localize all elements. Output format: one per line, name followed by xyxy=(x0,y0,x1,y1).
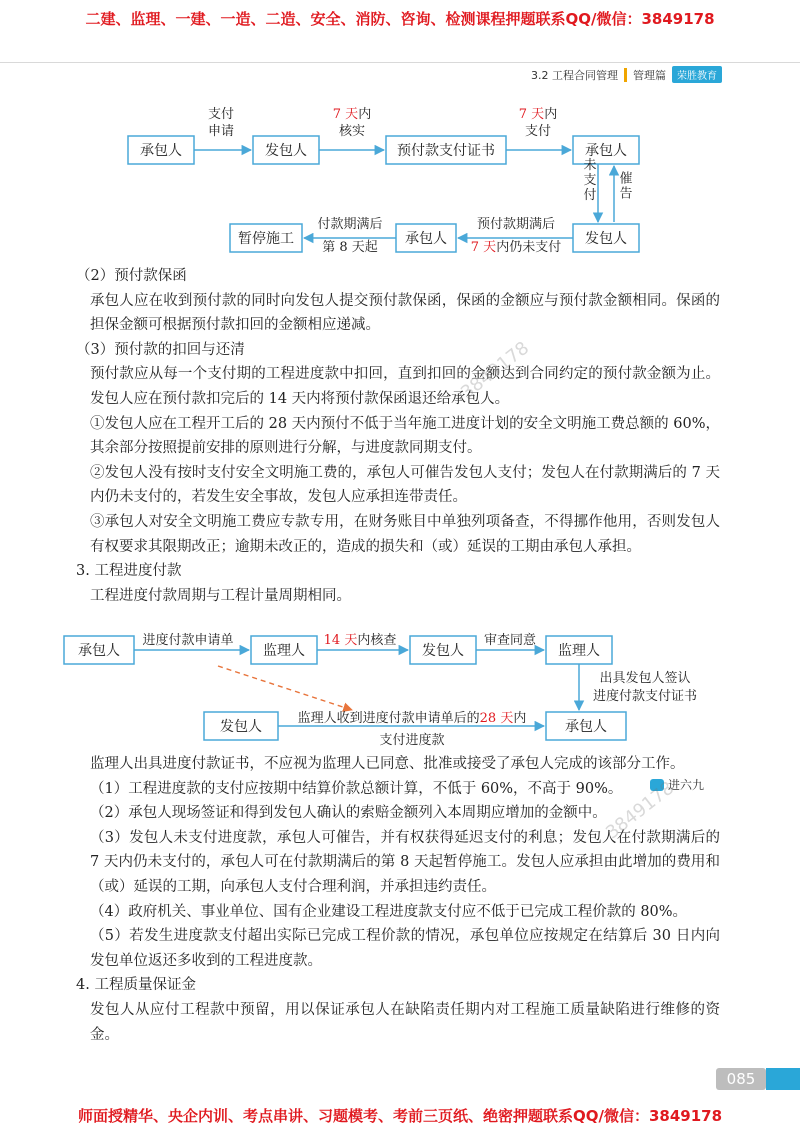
d1-label-suspend-1: 付款期满后 xyxy=(317,217,383,232)
section-title: 管理篇 xyxy=(633,68,666,82)
bottom-promo-banner: 师面授精华、央企内训、考点串讲、习题模考、考前三页纸、绝密押题联系QQ/微信：3849178 xyxy=(77,1107,723,1125)
d1-box-contractor-2-label: 承包人 xyxy=(585,143,627,159)
paragraph-progress-period: 工程进度付款周期与工程计量周期相同。 xyxy=(90,587,351,604)
d1-box-employer-2-label: 发包人 xyxy=(585,231,627,247)
d1-box-contractor-3-label: 承包人 xyxy=(405,231,447,247)
heading-guarantee: （2）预付款保函 xyxy=(76,268,187,284)
paragraph-deduction: 预付款应从每一个支付期的工程进度款中扣回，直到扣回的金额达到合同约定的预付款金额为止。发包人应在预付款扣完后的 14 天内将预付款保函退还给承包人。 xyxy=(90,366,720,407)
d2-box-contractor-2-label: 承包人 xyxy=(565,719,607,735)
d1-label-apply-2: 申请 xyxy=(207,124,235,139)
d1-box-certificate-label: 预付款支付证书 xyxy=(397,143,495,159)
d2-box-contractor-2 xyxy=(546,712,626,740)
body-section-1 xyxy=(76,264,720,608)
page-tab-decoration xyxy=(766,1068,800,1090)
paragraph-rule-5: （5）若发生进度款支付超出实际已完成工程价款的情况，承包单位应按规定在结算后 30 日内向发包单位返还多收到的工程进度款。 xyxy=(90,928,720,969)
d2-box-contractor xyxy=(64,636,134,664)
d2-label-check-days: 14 天 xyxy=(323,633,358,648)
d1-label-pay-suffix: 内 xyxy=(544,107,558,122)
d2-box-employer-label: 发包人 xyxy=(422,643,464,659)
progress-payment-flow-diagram xyxy=(0,622,800,748)
advance-payment-flow-diagram xyxy=(0,100,800,260)
d1-label-pay-2: 支付 xyxy=(524,124,552,139)
d2-box-contractor-label: 承包人 xyxy=(78,643,120,659)
d2-box-supervisor xyxy=(251,636,317,664)
d2-label-apply: 进度付款申请单 xyxy=(142,633,234,648)
d1-label-expire-1: 预付款期满后 xyxy=(476,217,556,232)
d1-label-apply-1: 支付 xyxy=(207,107,235,122)
d2-label-approve: 审查同意 xyxy=(483,633,537,648)
paragraph-quality-deposit: 发包人从应付工程款中预留，用以保证承包人在缺陷责任期内对工程施工质量缺陷进行维修的资金。 xyxy=(90,1001,720,1043)
d1-box-certificate xyxy=(386,136,506,164)
d2-box-employer-2 xyxy=(204,712,278,740)
brand-logo: 荣胜教育 xyxy=(672,66,722,83)
paragraph-rule-1: （1）工程进度款的支付应按期中结算价款总额计算，不低于 60%，不高于 90%。 xyxy=(90,780,623,797)
d1-label-unpaid: 未支付 xyxy=(580,157,596,203)
d1-box-suspend xyxy=(230,224,302,252)
d1-label-pay-1 xyxy=(519,106,557,122)
chapter-title: 3.2 工程合同管理 xyxy=(531,68,618,82)
d2-box-supervisor-label: 监理人 xyxy=(263,643,305,659)
d2-box-supervisor-2 xyxy=(546,636,612,664)
d2-label-receive-prefix: 监理人收到进度付款申请单后的 xyxy=(297,711,480,726)
heading-progress-payment: 3. 工程进度付款 xyxy=(76,563,182,580)
paragraph-guarantee: 承包人应在收到预付款的同时向发包人提交预付款保函，保函的金额应与预付款金额相同。保函的担保金额可根据预付款扣回的金额相应递减。 xyxy=(90,292,720,334)
d1-label-expire-days: 7 天 xyxy=(470,240,497,255)
d2-box-employer-2-label: 发包人 xyxy=(220,719,262,735)
d1-box-employer-2 xyxy=(573,224,639,252)
d1-label-verify-suffix: 内 xyxy=(358,107,372,122)
d1-label-expire-2 xyxy=(471,239,561,255)
d2-label-check-suffix: 内核查 xyxy=(357,633,397,648)
d1-box-contractor xyxy=(128,136,194,164)
d1-label-verify-2: 核实 xyxy=(338,124,366,139)
d2-box-employer xyxy=(410,636,476,664)
d2-box-supervisor-2-label: 监理人 xyxy=(558,643,600,659)
header-divider xyxy=(0,62,800,63)
d1-label-verify-days: 7 天 xyxy=(332,107,359,122)
d1-box-employer xyxy=(253,136,319,164)
heading-quality-deposit: 4. 工程质量保证金 xyxy=(76,977,196,994)
page-number: 085 xyxy=(716,1068,766,1090)
d1-label-pay-days: 7 天 xyxy=(518,107,545,122)
d2-dashed-arrow xyxy=(218,666,352,710)
watermark-1: 3849178 xyxy=(457,337,534,404)
d2-label-cert-2: 进度付款支付证书 xyxy=(592,689,698,704)
paragraph-rule-4: （4）政府机关、事业单位、国有企业建设工程进度款支付应不低于已完成工程价款的 80%。 xyxy=(90,903,688,920)
paragraph-certificate-note: 监理人出具进度付款证书，不应视为监理人已同意、批准或接受了承包人完成的该部分工作。 xyxy=(90,756,685,772)
margin-note-text: 进六九 xyxy=(668,778,705,792)
d2-label-receive-suffix: 内 xyxy=(513,711,527,726)
top-promo-banner: 二建、监理、一建、一造、二造、安全、消防、咨询、检测课程押题联系QQ/微信：3849178 xyxy=(85,10,715,28)
heading-deduction: （3）预付款的扣回与还清 xyxy=(76,341,245,358)
d1-box-contractor-3 xyxy=(396,224,456,252)
d2-label-receive-days: 28 天 xyxy=(479,711,514,726)
d1-box-employer-label: 发包人 xyxy=(265,143,307,159)
d1-label-verify-1 xyxy=(333,106,371,122)
d1-label-suspend-2: 第 8 天起 xyxy=(322,240,378,255)
d1-label-expire-suffix: 内仍未支付 xyxy=(496,240,562,255)
d2-label-receive xyxy=(298,710,527,726)
header-separator xyxy=(624,68,627,82)
paragraph-rule-3: （3）发包人未支付进度款，承包人可催告，并有权获得延迟支付的利息；发包人在付款期满后的 7 天内仍未支付的，承包人可在付款期满后的第 8 天起暂停施工。发包人应承担由此增加的费用和（或）延误的工期，向承包人支付合理利润，并承担违约责任。 xyxy=(90,829,720,895)
paragraph-rule-2: （2）承包人现场签证和得到发包人确认的索赔金额列入本周期应增加的金额中。 xyxy=(90,805,607,822)
paragraph-item-3: ③承包人对安全文明施工费应专款专用，在财务账目中单独列项备查，不得挪作他用，否则发包人有权要求其限期改正；逾期未改正的，造成的损失和（或）延误的工期由承包人承担。 xyxy=(90,513,720,555)
d2-label-cert-1: 出具发包人签认 xyxy=(599,671,691,686)
body-section-2 xyxy=(76,752,720,1047)
paragraph-item-2: ②发包人没有按时支付安全文明施工费的，承包人可催告发包人支付；发包人在付款期满后的 7 天内仍未支付的，若发生安全事故，发包人应承担连带责任。 xyxy=(90,464,720,506)
d1-box-contractor-label: 承包人 xyxy=(140,143,182,159)
watermark-2: 3849178 xyxy=(602,777,679,844)
d2-label-check xyxy=(324,632,397,648)
paragraph-item-1: ①发包人应在工程开工后的 28 天内预付不低于当年施工进度计划的安全文明施工费总额的 60%，其余部分按照提前安排的原则进行分解，与进度款同期支付。 xyxy=(90,415,721,457)
d1-box-suspend-label: 暂停施工 xyxy=(238,231,294,247)
d2-label-receive-2: 支付进度款 xyxy=(379,733,445,748)
d1-label-urge: 催告 xyxy=(616,171,632,201)
running-header xyxy=(531,66,722,83)
